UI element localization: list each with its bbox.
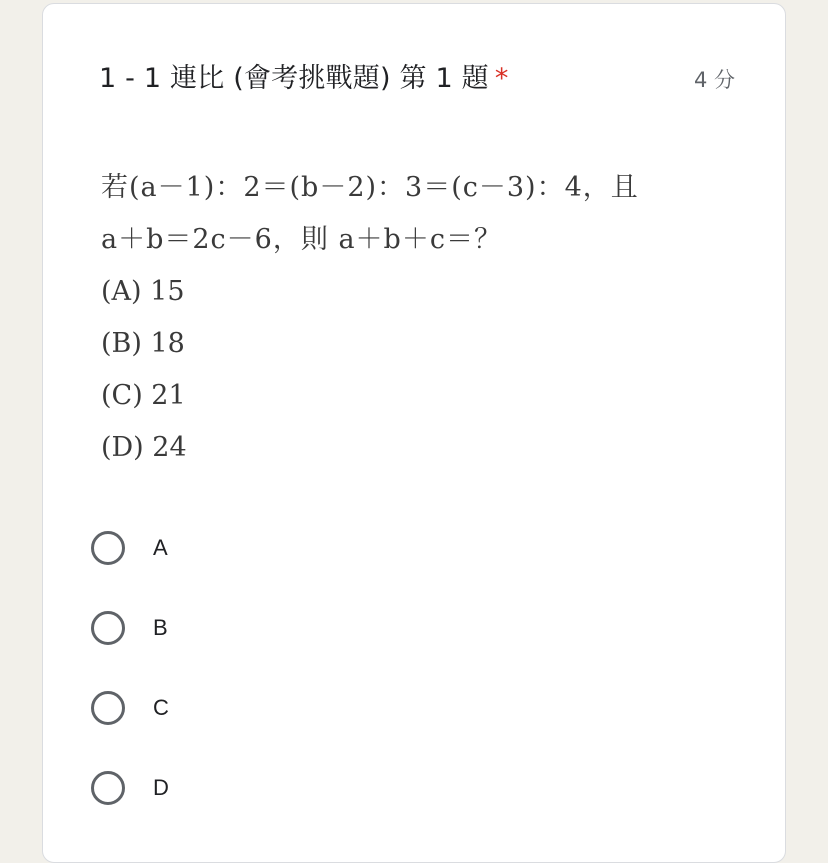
option-label: C [153, 695, 169, 720]
image-choice-d: (D) 24 [101, 432, 187, 463]
question-title-text: 1 - 1 連比 (會考挑戰題) 第 1 題 [99, 63, 489, 94]
option-c[interactable] [91, 668, 169, 748]
image-choice-b: (B) 18 [101, 328, 185, 359]
option-label: A [153, 535, 168, 560]
image-choice-a: (A) 15 [101, 276, 185, 307]
question-image [101, 162, 639, 474]
question-text-line-2: a＋b＝2c－6，則 a＋b＋c＝？ [101, 224, 502, 255]
points-label: 4 分 [693, 68, 735, 92]
option-b[interactable] [91, 588, 169, 668]
radio-button-icon[interactable] [91, 691, 125, 725]
radio-button-icon[interactable] [91, 531, 125, 565]
question-card [42, 3, 786, 863]
required-asterisk: * [494, 63, 509, 94]
question-title [99, 56, 509, 95]
option-label: B [153, 615, 168, 640]
image-choice-c: (C) 21 [101, 380, 186, 411]
answer-options [91, 508, 169, 828]
question-text-line-1: 若(a－1)：2＝(b－2)：3＝(c－3)：4，且 [101, 172, 639, 203]
radio-button-icon[interactable] [91, 771, 125, 805]
option-a[interactable] [91, 508, 169, 588]
radio-button-icon[interactable] [91, 611, 125, 645]
option-label: D [153, 775, 169, 800]
option-d[interactable] [91, 748, 169, 828]
